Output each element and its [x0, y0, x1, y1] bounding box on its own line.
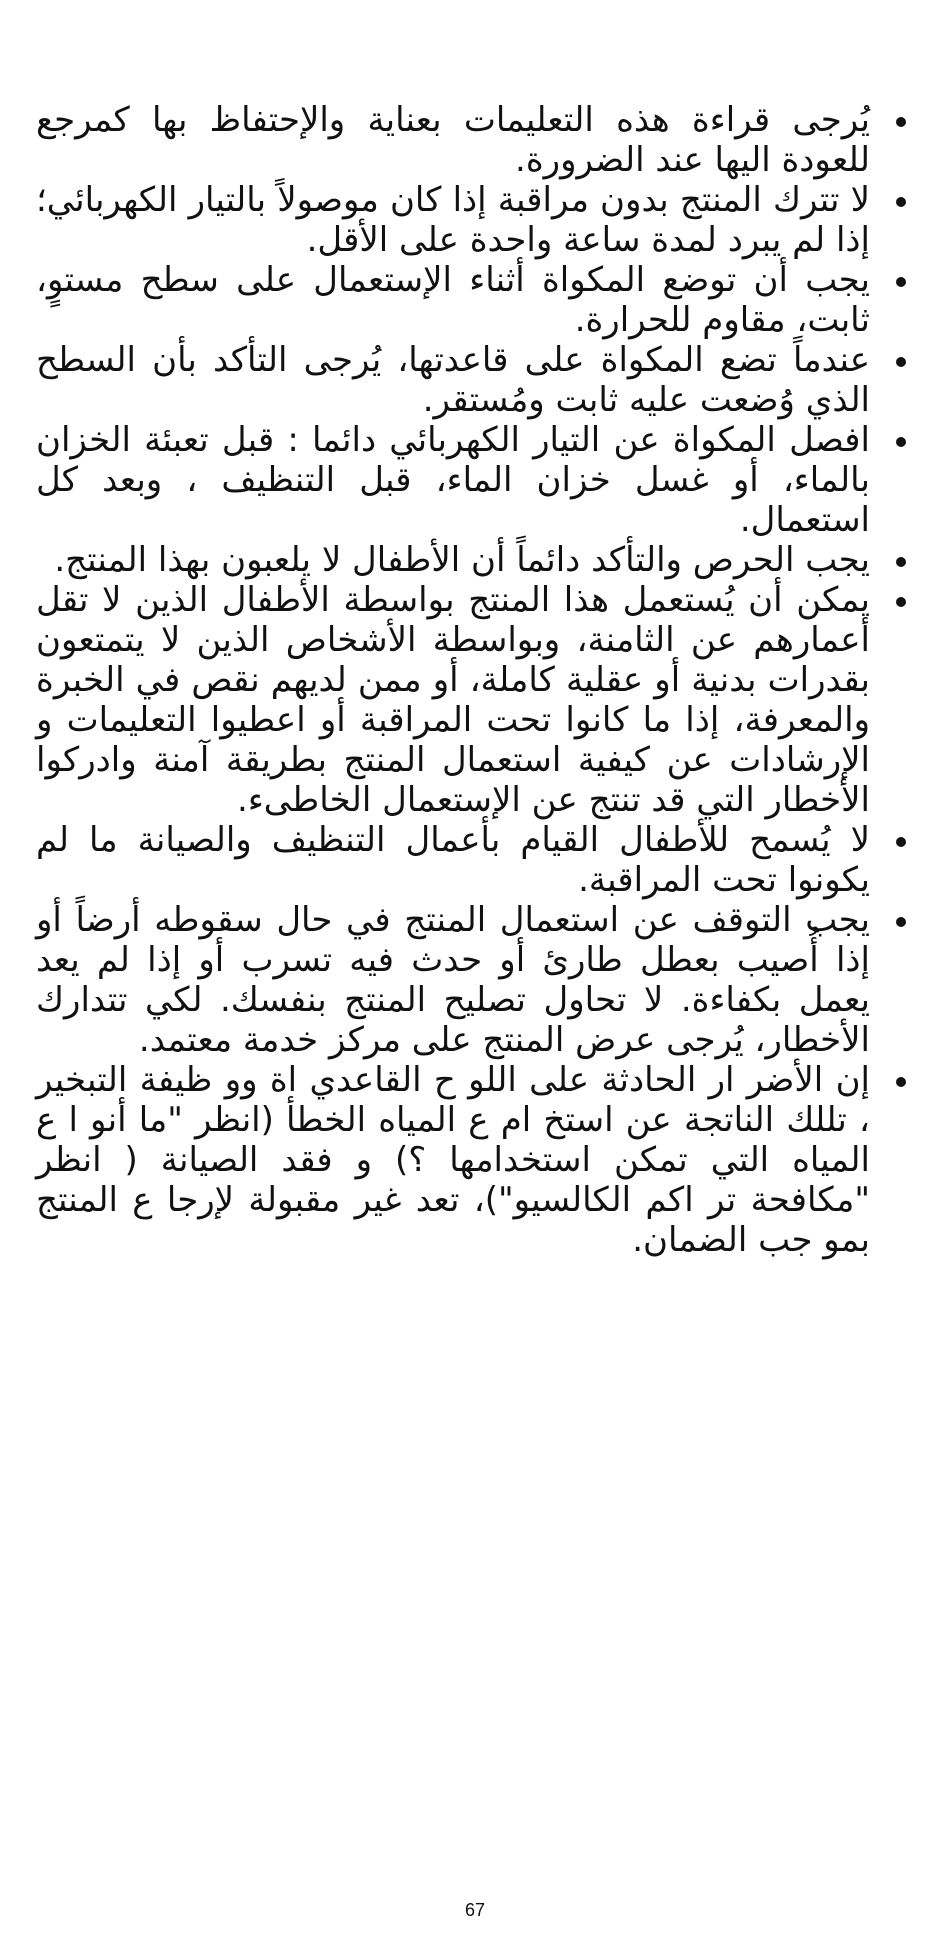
bullet-icon [896, 277, 906, 287]
instruction-text: افصل المكواة عن التيار الكهربائي دائما : قبل تعبئة الخزان بالماء، أو غسل خزان الماء، قبل التنظيف ، وبعد كل استعمال. [36, 420, 870, 540]
bullet-icon [896, 597, 906, 607]
instruction-text: عندماً تضع المكواة على قاعدتها، يُرجى التأكد بأن السطح الذي وُضعت عليه ثابت ومُستقر. [36, 340, 870, 420]
instructions-text-block [36, 100, 906, 1260]
instruction-text: يمكن أن يُستعمل هذا المنتج بواسطة الأطفال الذين لا تقل أعمارهم عن الثامنة، وبواسطة الأشخاص الذين لا يتمتعون بقدرات بدنية أو عقلية كاملة، أو ممن لديهم نقص في الخبرة والمعرفة، إذا ما كانوا تحت المراقبة أو اعطيوا التعليمات و الإرشادات عن كيفية استعمال المنتج بطريقة آمنة وادركوا الأخطار التي قد تنتج عن الإستعمال الخاطىء. [36, 580, 870, 820]
list-item [36, 580, 906, 820]
list-item [36, 420, 906, 540]
instruction-text: يجب الحرص والتأكد دائماً أن الأطفال لا يلعبون بهذا المنتج. [54, 540, 870, 580]
list-item [36, 180, 906, 260]
bullet-icon [896, 117, 906, 127]
instruction-text: إن الأضر ار الحادثة على اللو ح القاعدي اة وو ظيفة التبخير ، تللك الناتجة عن استخ ام ع المياه الخطأ (انظر "ما أنو ا ع المياه التي تمكن استخدامها ؟) و فقد الصيانة ( انظر "مكافحة تر اكم الكالسيو")، تعد غير مقبولة لإرجا ع المنتج بمو جب الضمان. [36, 1060, 870, 1260]
safety-instructions-list [36, 100, 906, 1260]
list-item [36, 1060, 906, 1260]
list-item [36, 540, 906, 580]
bullet-icon [896, 1077, 906, 1087]
bullet-icon [896, 437, 906, 447]
bullet-icon [896, 557, 906, 567]
page-number: 67 [464, 1900, 486, 1920]
instruction-text: لا يُسمح للأطفال القيام بأعمال التنظيف والصيانة ما لم يكونوا تحت المراقبة. [36, 820, 870, 900]
instruction-text: لا تترك المنتج بدون مراقبة إذا كان موصولاً بالتيار الكهربائي؛ إذا لم يبرد لمدة ساعة واحدة على الأقل. [36, 180, 870, 260]
list-item [36, 900, 906, 1060]
list-item [36, 100, 906, 180]
bullet-icon [896, 837, 906, 847]
bullet-icon [896, 357, 906, 367]
instruction-text: يجب أن توضع المكواة أثناء الإستعمال على سطح مستوٍ، ثابت، مقاوم للحرارة. [36, 260, 870, 340]
list-item [36, 820, 906, 900]
instruction-text: يُرجى قراءة هذه التعليمات بعناية والإحتفاظ بها كمرجع للعودة اليها عند الضرورة. [36, 100, 870, 180]
bullet-icon [896, 197, 906, 207]
bullet-icon [896, 917, 906, 927]
list-item [36, 340, 906, 420]
list-item [36, 260, 906, 340]
instruction-text: يجب التوقف عن استعمال المنتج في حال سقوطه أرضاً أو إذا أُصيب بعطل طارئ أو حدث فيه تسرب أو إذا لم يعد يعمل بكفاءة. لا تحاول تصليح المنتج بنفسك. لكي تتدارك الأخطار، يُرجى عرض المنتج على مركز خدمة معتمد. [36, 900, 870, 1060]
